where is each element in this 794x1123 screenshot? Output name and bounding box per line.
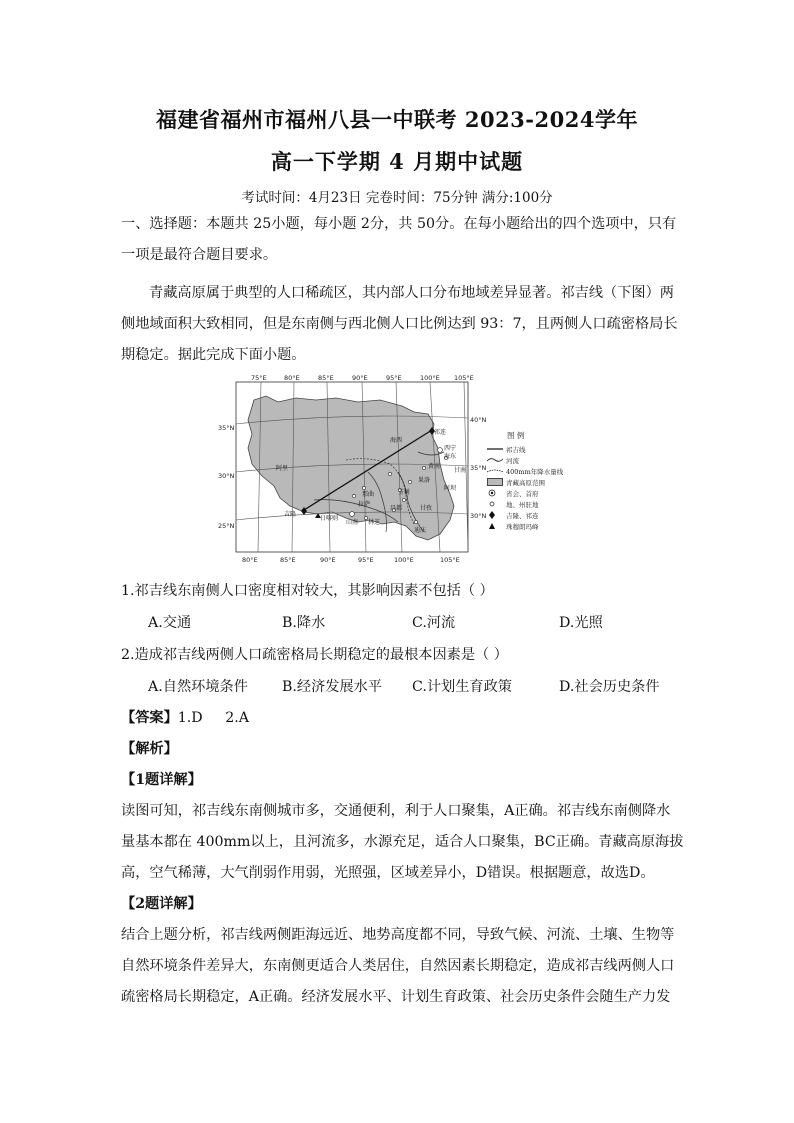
answer-row	[121, 707, 249, 727]
label-lasa: 拉萨	[358, 501, 371, 508]
label-guoluo: 果洛	[418, 477, 431, 484]
lon-bottom-80: 80°E	[242, 556, 258, 564]
diamond-icon	[487, 511, 503, 519]
lon-bottom-90: 90°E	[320, 556, 336, 564]
legend-title: 图 例	[507, 431, 525, 440]
label-changdu: 昌都	[390, 505, 403, 512]
solid-line-icon	[487, 445, 503, 453]
label-diqing: 迪庆	[414, 527, 427, 534]
label-qilian: 祁连	[434, 429, 447, 436]
q1-detail-label: 【1题详解】	[121, 772, 202, 788]
lon-top-75: 75°E	[251, 374, 267, 382]
lon-bottom-85: 85°E	[280, 556, 296, 564]
lon-top-80: 80°E	[284, 374, 300, 382]
q1-option-d: D.光照	[559, 615, 603, 631]
label-yushu: 玉树	[398, 489, 411, 496]
legend-item-everest: 珠穆朗玛峰	[487, 521, 539, 531]
lon-top-85: 85°E	[318, 374, 334, 382]
q2-detail-line-1: 结合上题分析，祁吉线两侧距海远近、地势高度都不同，导致气候、河流、土壤、生物等	[121, 927, 675, 943]
lat-right-30: 30°N	[470, 512, 486, 520]
q1-detail-line-2: 量基本都在 400mm以上，且河流多，水源充足，适合人口聚集，BC正确。青藏高原海拔	[121, 834, 684, 850]
lat-left-35: 35°N	[218, 424, 235, 432]
label-linzhi: 林芝	[368, 519, 381, 526]
q1-option-b: B.降水	[282, 615, 326, 631]
lat-left-30: 30°N	[218, 472, 235, 480]
qinghai-tibet-map	[218, 372, 486, 566]
map-legend	[487, 430, 577, 530]
lat-right-35: 35°N	[470, 464, 486, 472]
lon-bottom-95: 95°E	[358, 556, 374, 564]
legend-item-qiji: 祁吉线	[487, 444, 526, 454]
label-ali: 阿里	[276, 465, 289, 472]
lon-top-105: 105°E	[454, 374, 474, 382]
exam-subtitle: 高一下学期 4 月期中试题	[270, 149, 524, 174]
label-haidong: 海东	[444, 453, 457, 460]
answer-label: 【答案】	[121, 710, 178, 726]
analysis-label: 【解析】	[121, 741, 178, 757]
label-xining: 西宁	[444, 445, 457, 452]
label-gannan: 甘南	[454, 467, 467, 474]
legend-item-plateau: 青藏高原范围	[487, 477, 545, 487]
q2-option-b: B.经济发展水平	[282, 679, 383, 695]
question-1-stem: 1.祁吉线东南侧人口密度相对较大，其影响因素不包括（ ）	[121, 583, 494, 599]
legend-item-jilong-qilian: 吉隆、祁连	[487, 510, 539, 520]
q1-option-c: C.河流	[412, 615, 456, 631]
q1-detail-line-1: 读图可知，祁吉线东南侧城市多，交通便利，利于人口聚集，A正确。祁吉线东南侧降水	[121, 803, 671, 819]
label-rikaze: 日喀则	[320, 515, 339, 522]
q2-detail-label: 【2题详解】	[121, 896, 202, 912]
label-jilong: 吉隆	[284, 511, 297, 518]
legend-item-capital: 省会、首府	[487, 488, 539, 498]
answer-value: 1.D 2.A	[177, 710, 250, 726]
label-haixi: 海西	[390, 437, 403, 444]
river-icon	[487, 456, 503, 464]
plateau-fill-icon	[487, 478, 503, 486]
passage-line-1: 青藏高原属于典型的人口稀疏区，其内部人口分布地域差异显著。祁吉线（下图）两	[149, 285, 674, 301]
lon-top-90: 90°E	[352, 374, 368, 382]
q1-detail-line-3: 高，空气稀薄，大气削弱作用弱，光照强，区域差异小，D错误。根据题意，故选D。	[121, 865, 655, 881]
lon-top-100: 100°E	[420, 374, 440, 382]
section-heading: 一、选择题：本题共 25小题，每小题 2分，共 50分。在每小题给出的四个选项中，只有	[121, 216, 677, 232]
label-shannan: 山南	[346, 519, 359, 526]
q2-option-a: A.自然环境条件	[148, 679, 248, 695]
q1-option-a: A.交通	[148, 615, 192, 631]
q2-option-d: D.社会历史条件	[559, 679, 660, 695]
lat-left-25: 25°N	[218, 522, 235, 530]
exam-info: 考试时间：4月23日 完卷时间：75分钟 满分:100分	[241, 190, 553, 206]
q2-detail-line-3: 疏密格局长期稳定，A正确。经济发展水平、计划生育政策、社会历史条件会随生产力发	[121, 989, 671, 1005]
dotted-line-icon	[487, 467, 503, 475]
q2-detail-line-2: 自然环境条件差异大，东南侧更适合人类居住，自然因素长期稳定，造成祁吉线两侧人口	[121, 958, 675, 974]
q2-option-c: C.计划生育政策	[412, 679, 512, 695]
capital-icon	[487, 489, 503, 497]
passage-line-3: 期稳定。据此完成下面小题。	[121, 347, 306, 363]
lon-bottom-100: 100°E	[394, 556, 414, 564]
legend-item-river: 河流	[487, 455, 519, 465]
question-2-stem: 2.造成祁吉线两侧人口疏密格局长期稳定的最根本因素是（ ）	[121, 647, 508, 663]
label-huangnan: 黄南	[428, 463, 441, 470]
section-heading-cont: 一项是最符合题目要求。	[121, 247, 278, 263]
label-aba: 阿坝	[444, 485, 457, 492]
peak-icon	[487, 522, 503, 530]
lon-top-95: 95°E	[386, 374, 402, 382]
label-naqu: 那曲	[362, 491, 375, 498]
legend-item-400mm: 400mm年降水量线	[487, 466, 563, 476]
passage-line-2: 侧地域面积大致相同，但是东南侧与西北侧人口比例达到 93：7，且两侧人口疏密格局长	[121, 316, 678, 332]
lat-right-40: 40°N	[470, 416, 486, 424]
legend-item-prefecture: 地、州驻地	[487, 499, 539, 509]
lon-bottom-105: 105°E	[440, 556, 460, 564]
prefecture-icon	[487, 500, 503, 508]
exam-title: 福建省福州市福州八县一中联考 2023-2024学年	[156, 107, 638, 132]
label-ganzi: 甘孜	[420, 505, 433, 512]
